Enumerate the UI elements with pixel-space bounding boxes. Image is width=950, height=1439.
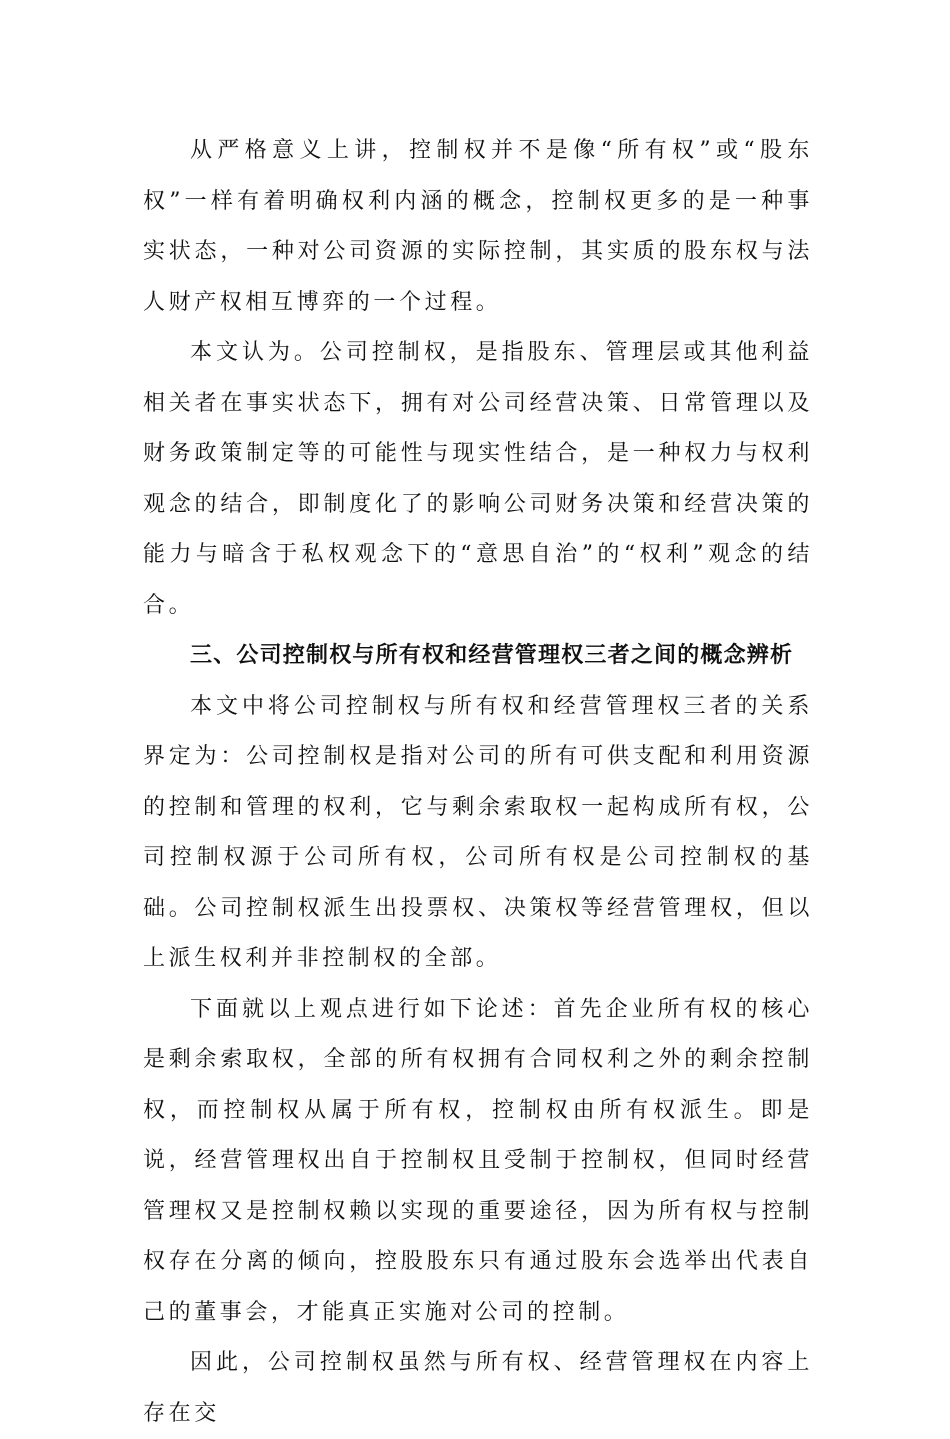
section-paragraph-1: 本文中将公司控制权与所有权和经营管理权三者的关系界定为：公司控制权是指对公司的所有可供支配和利用资源的控制和管理的权利，它与剩余索取权一起构成所有权，公司控制权源于公司所有权，公司所有权是公司控制权的基础。公司控制权派生出投票权、决策权等经营管理权，但以上派生权利并非控制权的全部。 <box>143 693 813 971</box>
section-paragraph-2: 下面就以上观点进行如下论述：首先企业所有权的核心是剩余索取权，全部的所有权拥有合同权利之外的剩余控制权，而控制权从属于所有权，控制权由所有权派生。即是说，经营管理权出自于控制权且受制于控制权，但同时经营管理权又是控制权赖以实现的重要途径，因为所有权与控制权存在分离的倾向，控股股东只有通过股东会选举出代表自己的董事会，才能真正实施对公司的控制。 <box>143 996 813 1325</box>
body-paragraph-1: 从严格意义上讲，控制权并不是像“所有权”或“股东权”一样有着明确权利内涵的概念，控制权更多的是一种事实状态，一种对公司资源的实际控制，其实质的股东权与法人财产权相互博弈的一个过程。 <box>143 138 813 315</box>
body-paragraph-2: 本文认为。公司控制权，是指股东、管理层或其他利益相关者在事实状态下，拥有对公司经营决策、日常管理以及财务政策制定等的可能性与现实性结合，是一种权力与权利观念的结合，即制度化了的影响公司财务决策和经营决策的能力与暗含于私权观念下的“意思自治”的“权利”观念的结合。 <box>143 340 813 618</box>
section-paragraph-3: 因此，公司控制权虽然与所有权、经营管理权在内容上存在交 <box>143 1350 813 1426</box>
section-heading: 三、公司控制权与所有权和经营管理权三者之间的概念辨析 <box>190 643 794 668</box>
document-body <box>143 126 813 1439</box>
